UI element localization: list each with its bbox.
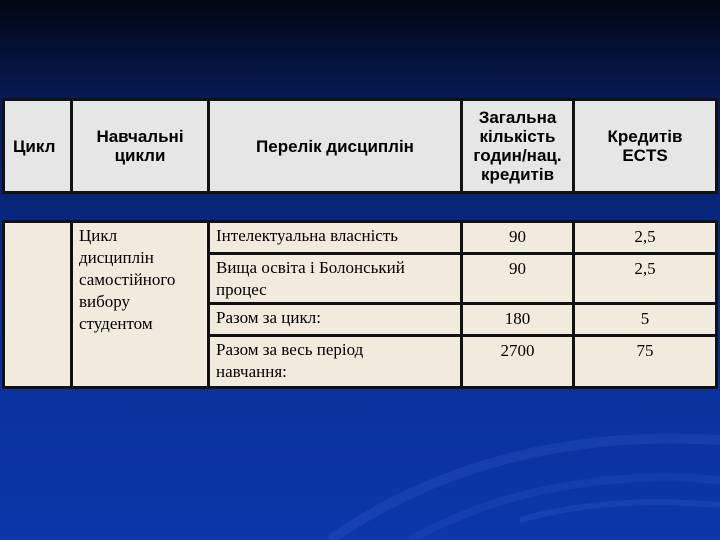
cycle-name-line: студентом	[79, 314, 153, 333]
header-total-hours	[462, 100, 574, 193]
discipline-text: навчання:	[216, 362, 287, 381]
header-study-cycles-line: цикли	[114, 146, 166, 165]
hours-cell: 90	[462, 222, 574, 254]
curriculum-body-table	[2, 220, 718, 389]
ects-cell: 2,5	[574, 222, 717, 254]
discipline-cell	[209, 254, 462, 304]
header-total-hours-line: годин/нац.	[473, 146, 562, 165]
header-total-hours-line: Загальна	[478, 108, 557, 127]
cycle-name-line: вибору	[79, 292, 131, 311]
discipline-text: Інтелектуальна власність	[216, 226, 399, 245]
header-study-cycles	[72, 100, 209, 193]
discipline-cell	[209, 222, 462, 254]
hours-cell: 180	[462, 304, 574, 336]
hours-cell: 90	[462, 254, 574, 304]
ects-cell: 2,5	[574, 254, 717, 304]
discipline-text: Разом за цикл:	[216, 308, 321, 327]
hours-cell: 2700	[462, 336, 574, 388]
ects-cell: 75	[574, 336, 717, 388]
discipline-cell	[209, 304, 462, 336]
header-ects-line: ECTS	[622, 146, 668, 165]
header-ects-line: Кредитів	[607, 127, 683, 146]
cycle-name-line: Цикл	[79, 226, 118, 245]
header-ects-credits	[574, 100, 717, 193]
header-total-hours-line: кредитів	[480, 165, 555, 184]
ects-cell: 5	[574, 304, 717, 336]
discipline-text: Разом за весь період	[216, 340, 364, 359]
header-cycle: Цикл	[4, 100, 72, 193]
curriculum-header-table	[2, 98, 718, 194]
cycle-name-line: дисциплін	[79, 248, 154, 267]
header-study-cycles-line: Навчальні	[96, 127, 184, 146]
cycle-cell-empty	[4, 222, 72, 388]
cycle-name-cell	[72, 222, 209, 388]
discipline-text: Вища освіта і Болонський	[216, 258, 405, 277]
header-total-hours-line: кількість	[479, 127, 556, 146]
discipline-cell	[209, 336, 462, 388]
header-discipline-list: Перелік дисциплін	[209, 100, 462, 193]
discipline-text: процес	[216, 280, 267, 299]
cycle-name-line: самостійного	[79, 270, 176, 289]
